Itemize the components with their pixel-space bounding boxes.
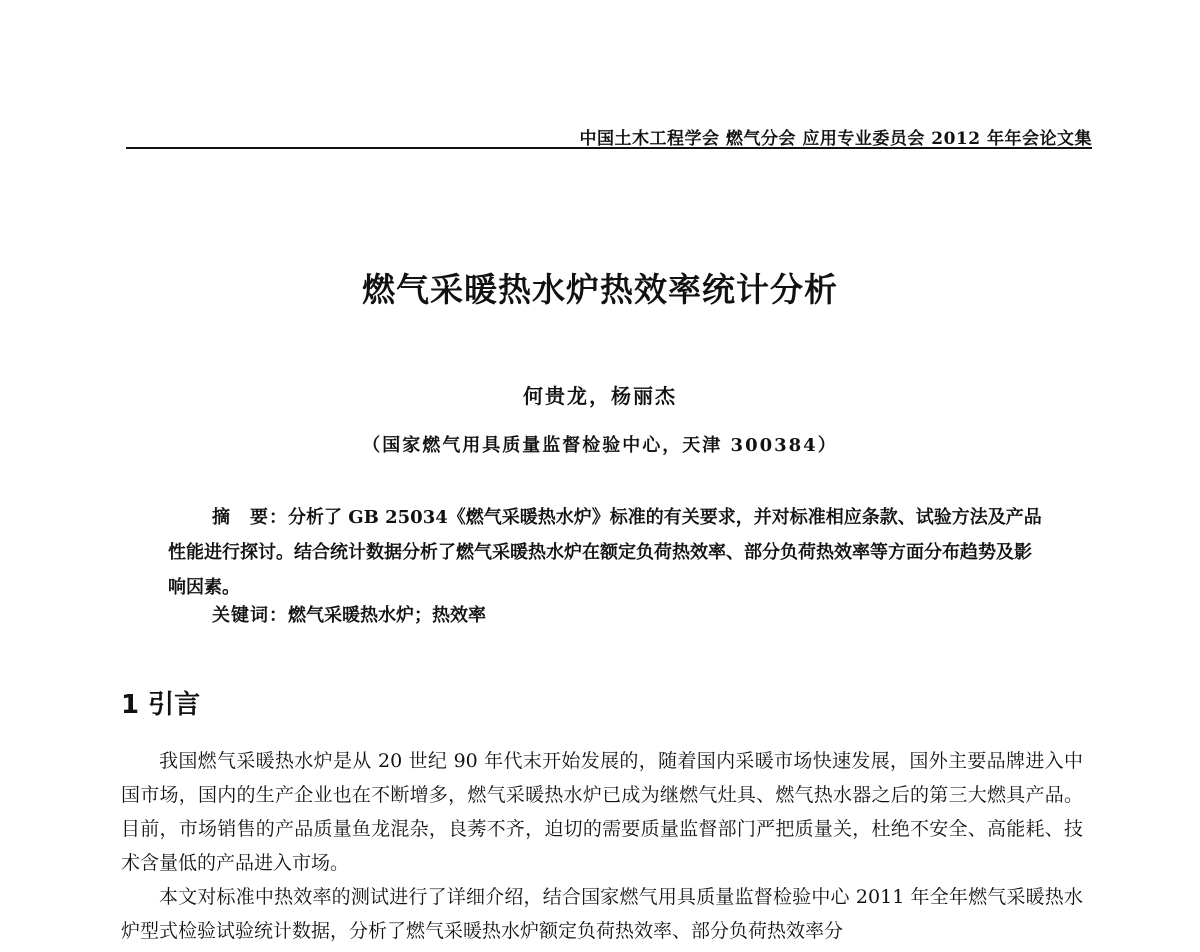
abstract-text: 分析了 GB 25034《燃气采暖热水炉》标准的有关要求，并对标准相应条款、试验方法及产品性能进行探讨。结合统计数据分析了燃气采暖热水炉在额定负荷热效率、部分负荷热效率等方面分布趋势及影响因素。 [168, 507, 1042, 598]
keywords-label: 关键词： [212, 605, 288, 626]
running-header: 中国土木工程学会 燃气分会 应用专业委员会 2012 年年会论文集 [579, 129, 1092, 149]
body-paragraph: 本文对标准中热效率的测试进行了详细介绍，结合国家燃气用具质量监督检验中心 2011 年全年燃气采暖热水炉型式检验试验统计数据，分析了燃气采暖热水炉额定负荷热效率、部分负荷热效率分 [121, 886, 1083, 942]
affiliation: （国家燃气用具质量监督检验中心，天津 300384） [362, 435, 838, 456]
authors: 何贵龙，杨丽杰 [523, 384, 677, 408]
keywords [212, 601, 486, 631]
paper-title: 燃气采暖热水炉热效率统计分析 [362, 270, 838, 309]
abstract [168, 500, 1048, 605]
abstract-label: 摘 要： [212, 507, 288, 528]
section-heading: 1 引言 [121, 690, 201, 720]
body-paragraph: 我国燃气采暖热水炉是从 20 世纪 90 年代末开始发展的，随着国内采暖市场快速发展，国外主要品牌进入中国市场，国内的生产企业也在不断增多，燃气采暖热水炉已成为继燃气灶具、燃气热水器之后的第三大燃具产品。目前，市场销售的产品质量鱼龙混杂，良莠不齐，迫切的需要质量监督部门严把质量关，杜绝不安全、高能耗、技术含量低的产品进入市场。 [121, 750, 1083, 874]
header-rule [126, 147, 1092, 149]
keywords-text: 燃气采暖热水炉；热效率 [288, 605, 486, 626]
